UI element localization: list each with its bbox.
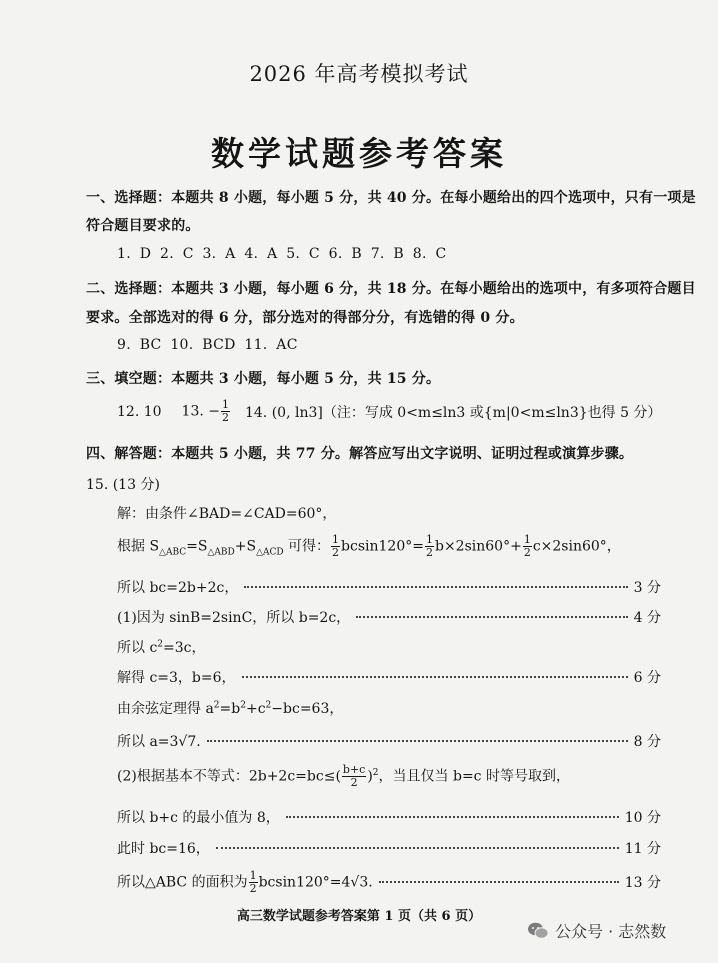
- solution-line-5: 所以 $c^2=3c$，: [117, 639, 206, 656]
- answer-12: 12. 10: [117, 403, 162, 420]
- solution-line-7: 由余弦定理得 $a^2=b^2+c^2-bc=63$，: [117, 700, 344, 717]
- solution-line-8: 所以 a=3√7. 8 分: [117, 731, 661, 751]
- watermark: [527, 919, 666, 942]
- wechat-icon: [527, 921, 549, 941]
- solution-line-9: (2)根据基本不等式：2b+2c=bc≤( $\frac{b+c}{2}$ )$^2$，当且仅当 b=c 时等号取到，: [117, 763, 570, 789]
- section3-answers: [117, 399, 661, 424]
- score-10: 10 分: [624, 810, 661, 826]
- exam-title: 2026 年高考模拟考试: [249, 62, 469, 86]
- score-3: 3 分: [633, 580, 661, 596]
- section3-heading: 三、填空题：本题共 3 小题，每小题 5 分，共 15 分。: [86, 371, 441, 387]
- section1-heading-line1: 一、选择题：本题共 8 小题，每小题 5 分，共 40 分。在每小题给出的四个选项中，只有一项是: [86, 190, 696, 206]
- score-4: 4 分: [633, 610, 661, 626]
- solution-line-3: 所以 bc=2b+2c， 3 分: [117, 577, 661, 597]
- solution-line-4: (1)因为 sinB=2sinC，所以 b=2c， 4 分: [117, 607, 661, 627]
- score-6: 6 分: [633, 670, 661, 686]
- score-13: 13 分: [624, 874, 661, 891]
- solution-line-1: 解：由条件∠BAD=∠CAD=60°，: [117, 506, 337, 522]
- solution-line-11: 此时 bc=16， 11 分: [117, 838, 661, 858]
- problem15-label: 15. (13 分): [86, 477, 160, 493]
- section4-heading: 四、解答题：本题共 5 小题，共 77 分。解答应写出文字说明、证明过程或演算步骤。: [86, 446, 634, 462]
- section1-heading-line2: 符合题目要求的。: [86, 218, 200, 234]
- solution-line-10: 所以 b+c 的最小值为 8， 10 分: [117, 807, 661, 827]
- solution-line-12: 所以△ABC 的面积为 $\frac{1}{2}$ bcsin120°=4√3. 13 分: [117, 869, 661, 895]
- section2-answers: 9. BC 10. BCD 11. AC: [117, 337, 298, 353]
- section2-heading-line2: 要求。全部选对的得 6 分，部分选对的得部分分，有选错的得 0 分。: [86, 310, 524, 326]
- watermark-text: 公众号 · 志然数: [555, 922, 667, 941]
- solution-line-2: 根据 $S_{\triangle ABC}=S_{\triangle ABD}+S_{\triangle ACD}$ 可得： $\frac{1}{2}$ bcsin120°= $\frac{1}{2}$ b×2sin60°+ $\frac{1}{2}$ c×2sin60°，: [117, 533, 621, 559]
- score-8: 8 分: [633, 734, 661, 750]
- answer-14: 14. (0, ln3]（注：写成 0<m≤ln3 或{m|0<m≤ln3}也得 5 分）: [244, 404, 662, 421]
- answer-13: 13. − $\frac{1}{2}$: [181, 398, 229, 424]
- section1-answers: 1. D 2. C 3. A 4. A 5. C 6. B 7. B 8. C: [117, 246, 447, 262]
- page-footer: 高三数学试题参考答案第 1 页（共 6 页）: [236, 909, 482, 924]
- score-11: 11 分: [624, 841, 661, 857]
- section2-heading-line1: 二、选择题：本题共 3 小题，每小题 6 分，共 18 分。在每小题给出的选项中，有多项符合题目: [86, 281, 696, 297]
- solution-line-6: 解得 c=3，b=6， 6 分: [117, 667, 661, 687]
- document-title: 数学试题参考答案: [211, 134, 507, 173]
